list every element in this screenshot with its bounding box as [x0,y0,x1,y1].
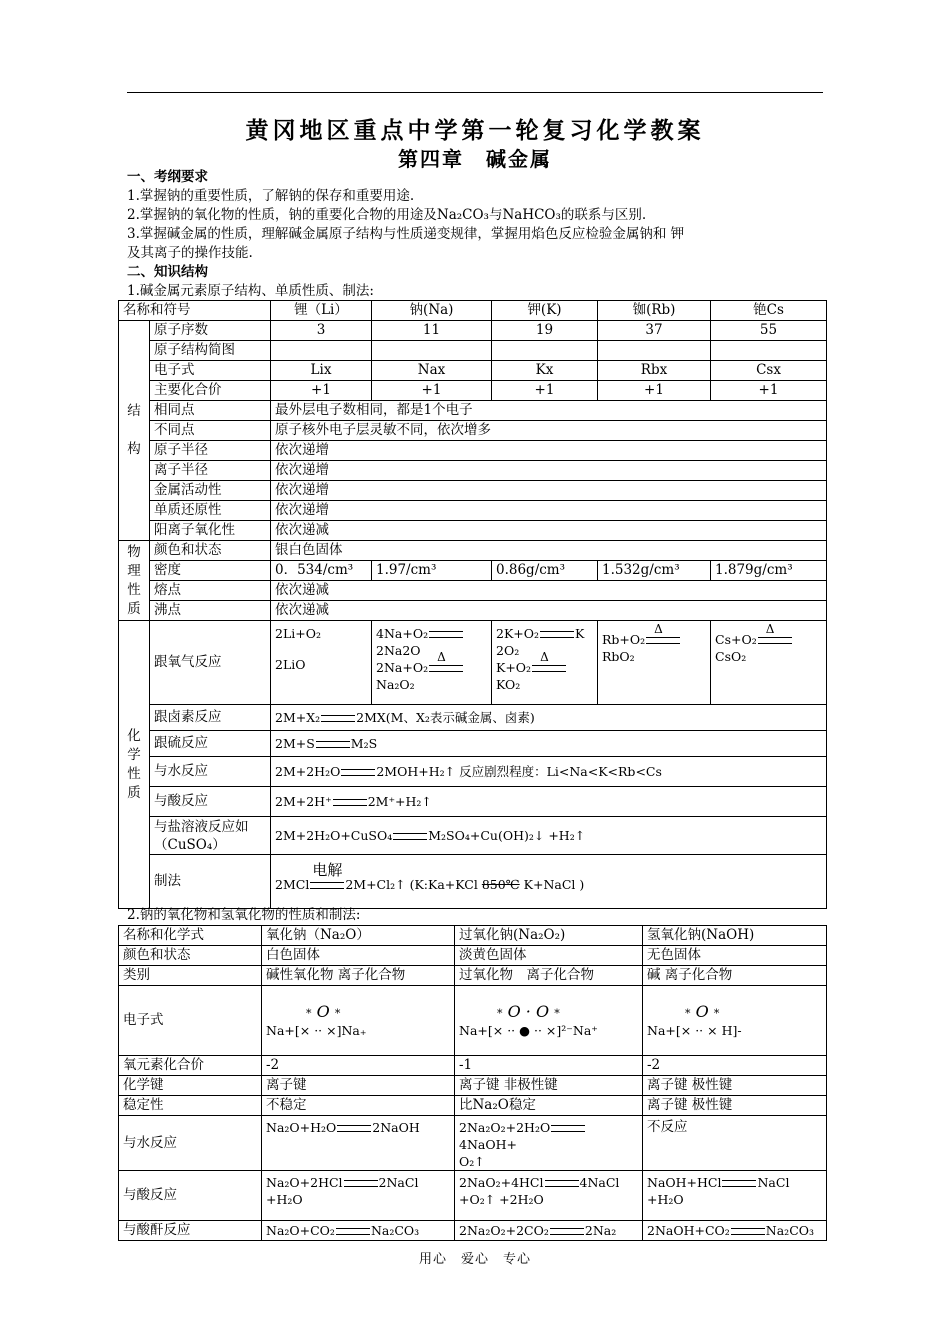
requirement-2: 2.掌握钠的氧化物的性质，钠的重要化合物的用途及Na₂CO₃与NaHCO₃的联系与区别. [127,207,647,223]
row-label: 颜色和状态 [119,946,262,966]
table-row [119,461,827,481]
cell: +1 [492,381,598,401]
row-label: 阳离子氧化性 [150,521,271,541]
row-label: 制法 [150,855,271,909]
table-row [119,321,827,341]
header-cell: 过氧化钠(Na₂O₂) [455,926,643,946]
table-row [119,1076,827,1096]
cell: 2NaO₂+4HCl 4NaCl +O₂↑ +2H₂O [455,1171,643,1221]
cell: 不稳定 [262,1096,455,1116]
cell [492,341,598,361]
row-label: 相同点 [150,401,271,421]
cell: 2M+2H⁺ 2M⁺+H₂↑ [271,787,827,817]
cell: 淡黄色固体 [455,946,643,966]
cell: 2K+O₂ K 2O₂ K+O₂ Δ KO₂ [492,621,598,705]
row-label: 跟卤素反应 [150,705,271,731]
cell: +1 [711,381,827,401]
cell: 依次递增 [271,441,827,461]
cell: 无色固体 [643,946,827,966]
cell: * O * Na+[× ·· × H]- [643,986,827,1056]
table-row [119,757,827,787]
row-label: 与水反应 [119,1116,262,1171]
section-1 [127,168,827,301]
cell: 2M+S M₂S [271,731,827,757]
cell: 依次递减 [271,601,827,621]
table-row [119,817,827,855]
table2-caption: 2.钠的氧化物和氢氧化物的性质和制法: [127,907,361,923]
cell: -1 [455,1056,643,1076]
table-row [119,1116,827,1171]
row-label: 熔点 [150,581,271,601]
table-row [119,1096,827,1116]
table-row [119,1056,827,1076]
table-row [119,541,827,561]
cell: 离子键 极性键 [643,1096,827,1116]
row-label: 沸点 [150,601,271,621]
cell: 4Na+O₂ 2Na2O 2Na+O₂ Δ Na₂O₂ [372,621,492,705]
cell: 2M+X₂ 2MX(M、X₂表示碱金属、卤素) [271,705,827,731]
table-row [119,1221,827,1241]
cell: 原子核外电子层灵敏不同，依次增多 [271,421,827,441]
row-label: 不同点 [150,421,271,441]
table-row [119,301,827,321]
cell [598,341,711,361]
row-label: 与酸反应 [119,1171,262,1221]
row-label: 跟硫反应 [150,731,271,757]
table-row [119,361,827,381]
cell [711,341,827,361]
row-label: 与盐溶液反应如（CuSO₄） [150,817,271,855]
row-label: 主要化合价 [150,381,271,401]
table-row [119,341,827,361]
table-row [119,521,827,541]
section-2-heading: 二、知识结构 [127,264,208,280]
row-label: 氧元素化合价 [119,1056,262,1076]
group-physical: 物 理 性 质 [119,541,150,621]
requirement-3-cont: 及其离子的操作技能. [127,245,253,261]
chapter-title: 第四章 碱金属 [398,147,552,171]
cell: Lix [271,361,372,381]
table-row [119,501,827,521]
header-cell: 钾(K) [492,301,598,321]
cell: 离子键 极性键 [643,1076,827,1096]
row-label: 金属活动性 [150,481,271,501]
cell: -2 [262,1056,455,1076]
cell: 37 [598,321,711,341]
row-label: 离子半径 [150,461,271,481]
cell: +1 [271,381,372,401]
cell: 过氧化物 离子化合物 [455,966,643,986]
cell: 0．534/cm³ [271,561,372,581]
cell: 最外层电子数相同，都是1个电子 [271,401,827,421]
table-row [119,855,827,909]
cell: * O * Na+[× ·· ×]Na₊ [262,986,455,1056]
cell [271,341,372,361]
header-cell: 铯Cs [711,301,827,321]
cell: +1 [372,381,492,401]
cell: 碱性氧化物 离子化合物 [262,966,455,986]
cell: 依次递减 [271,581,827,601]
cell: -2 [643,1056,827,1076]
cell: Na₂O+H₂O 2NaOH [262,1116,455,1171]
sodium-compounds-table [118,925,827,1241]
row-label: 电子式 [119,986,262,1056]
table-row [119,926,827,946]
cell: 依次递减 [271,521,827,541]
cell: 不反应 [643,1116,827,1171]
group-chemical: 化 学 性 质 [119,621,150,909]
table-row [119,601,827,621]
table-row [119,381,827,401]
table-row [119,705,827,731]
cell: * O · O * Na+[× ·· ● ·· ×]²⁻Na⁺ [455,986,643,1056]
requirement-3: 3.掌握碱金属的性质，理解碱金属原子结构与性质递变规律，掌握用焰色反应检验金属钠和 钾 [127,226,685,242]
cell: 依次递增 [271,501,827,521]
row-label: 电子式 [150,361,271,381]
cell: 碱 离子化合物 [643,966,827,986]
row-label: 单质还原性 [150,501,271,521]
group-structure: 结 构 [119,321,150,541]
table-row [119,986,827,1056]
cell: 2M+2H₂O 2MOH+H₂↑ 反应剧烈程度：Li<Na<K<Rb<Cs [271,757,827,787]
table-row [119,441,827,461]
cell [372,341,492,361]
table-row [119,621,827,705]
header-cell: 氧化钠（Na₂O） [262,926,455,946]
cell: 3 [271,321,372,341]
cell: 依次递增 [271,461,827,481]
cell: 银白色固体 [271,541,827,561]
cell: Csx [711,361,827,381]
header-cell: 锂（Li） [271,301,372,321]
cell: 离子键 非极性键 [455,1076,643,1096]
cell: 2Li+O₂ 2LiO [271,621,372,705]
cell: 1.97/cm³ [372,561,492,581]
cell: 比Na₂O稳定 [455,1096,643,1116]
cell: NaOH+HCl NaCl +H₂O [643,1171,827,1221]
row-label: 原子序数 [150,321,271,341]
table-row [119,966,827,986]
cell: 2Na₂O₂+2CO₂ 2Na₂ [455,1221,643,1241]
table-row [119,1171,827,1221]
cell: 1.879g/cm³ [711,561,827,581]
header-cell: 铷(Rb) [598,301,711,321]
table-row [119,581,827,601]
cell: 白色固体 [262,946,455,966]
row-label: 跟氧气反应 [150,621,271,705]
row-label: 与酸反应 [150,787,271,817]
header-cell: 名称和化学式 [119,926,262,946]
row-label: 稳定性 [119,1096,262,1116]
cell: 2M+2H₂O+CuSO₄ M₂SO₄+Cu(OH)₂↓ +H₂↑ [271,817,827,855]
table-row [119,481,827,501]
header-cell: 名称和符号 [119,301,271,321]
row-label: 原子结构简图 [150,341,271,361]
cell: 11 [372,321,492,341]
table-row [119,561,827,581]
cell: 依次递增 [271,481,827,501]
cell: 2Na₂O₂+2H₂O4NaOH+ O₂↑ [455,1116,643,1171]
row-label: 类别 [119,966,262,986]
table-row [119,421,827,441]
cell: Na₂O+CO₂ Na₂CO₃ [262,1221,455,1241]
cell: 0.86g/cm³ [492,561,598,581]
cell: Na₂O+2HCl 2NaCl +H₂O [262,1171,455,1221]
table1-caption: 1.碱金属元素原子结构、单质性质、制法: [127,283,374,299]
cell: Rbx [598,361,711,381]
top-rule [127,92,823,93]
cell: 1.532g/cm³ [598,561,711,581]
requirement-1: 1.掌握钠的重要性质，了解钠的保存和重要用途. [127,188,415,204]
table-row [119,787,827,817]
table-row [119,731,827,757]
table-row [119,946,827,966]
table-row [119,401,827,421]
section-1-heading: 一、考纲要求 [127,169,208,185]
row-label: 与酸酐反应 [119,1221,262,1241]
header-cell: 氢氧化钠(NaOH) [643,926,827,946]
cell: Nax [372,361,492,381]
cell: 离子键 [262,1076,455,1096]
cell: 55 [711,321,827,341]
page-footer: 用心 爱心 专心 [418,1252,531,1267]
row-label: 原子半径 [150,441,271,461]
cell: Cs+O₂ Δ CsO₂ [711,621,827,705]
cell: Kx [492,361,598,381]
cell: +1 [598,381,711,401]
cell: 2NaOH+CO₂ Na₂CO₃ [643,1221,827,1241]
row-label: 化学键 [119,1076,262,1096]
cell: Rb+O₂ Δ RbO₂ [598,621,711,705]
row-label: 密度 [150,561,271,581]
document-title: 黄冈地区重点中学第一轮复习化学教案 [245,117,705,144]
cell: 2MCl 电解 2M+Cl₂↑ (K:Ka+KCl 850℃ K+NaCl ) [271,855,827,909]
alkali-metal-table [118,300,827,909]
row-label: 与水反应 [150,757,271,787]
header-cell: 钠(Na) [372,301,492,321]
row-label: 颜色和状态 [150,541,271,561]
cell: 19 [492,321,598,341]
